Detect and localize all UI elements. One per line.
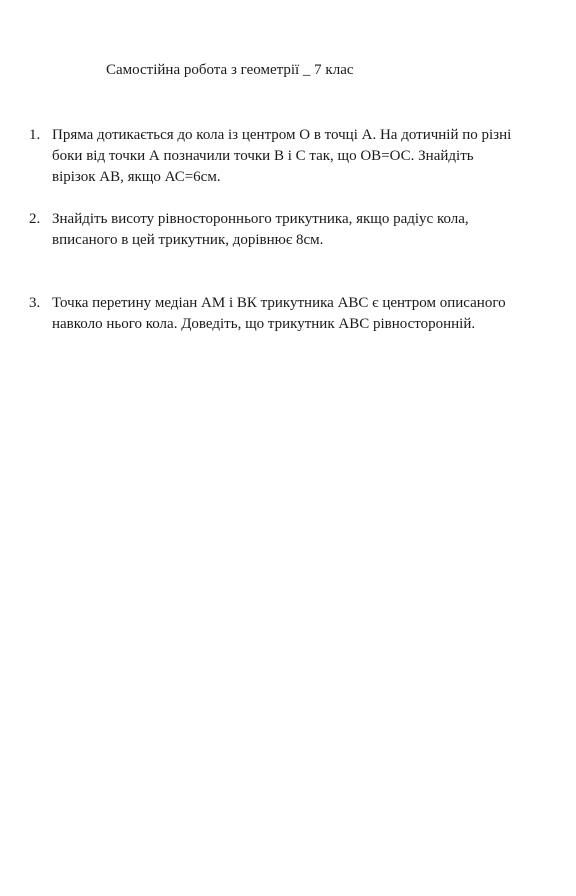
- task-item-3: [29, 293, 549, 343]
- task-number: 1.: [29, 127, 41, 143]
- task-text: [52, 293, 552, 335]
- task-line: вписаного в цей трикутник, дорівнює 8см.: [52, 232, 324, 248]
- task-text: [52, 125, 552, 188]
- task-number: 3.: [29, 295, 41, 311]
- task-item-2: [29, 209, 549, 259]
- task-line: навколо нього кола. Доведіть, що трикутник АВС рівносторонній.: [52, 316, 476, 332]
- task-item-1: [29, 125, 549, 195]
- worksheet-title: Самостійна робота з геометрії _ 7 клас: [106, 62, 354, 78]
- task-text: [52, 209, 552, 251]
- task-line: боки від точки А позначили точки В і С так, що ОВ=ОС. Знайдіть: [52, 148, 474, 164]
- task-line: Знайдіть висоту рівностороннього трикутника, якщо радіус кола,: [52, 211, 469, 227]
- task-line: Точка перетину медіан АМ і ВК трикутника АВС є центром описаного: [52, 295, 506, 311]
- task-line: Пряма дотикається до кола із центром О в точці А. На дотичній по різні: [52, 127, 512, 143]
- task-number: 2.: [29, 211, 41, 227]
- task-line: вірізок АВ, якщо АС=6см.: [52, 169, 221, 185]
